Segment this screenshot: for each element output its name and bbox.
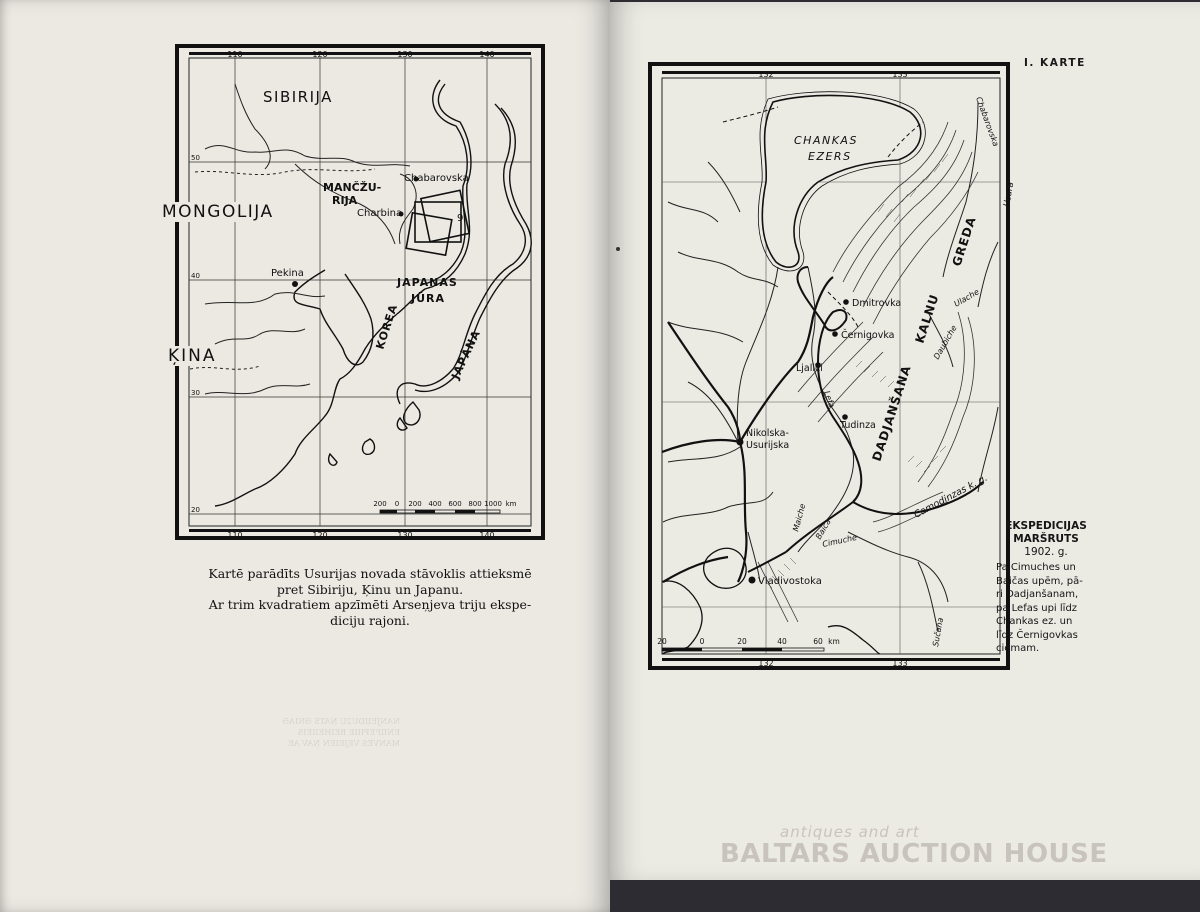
tick-label: 133	[892, 70, 908, 79]
label-cimuche: Cimuche	[821, 532, 858, 549]
lat-label: 20	[191, 506, 200, 514]
label-manczurija: RIJA	[332, 194, 358, 207]
scale-unit: km	[828, 637, 840, 646]
show-through-line: ENIIFEPIIIE BEIHEIIEIS	[297, 728, 400, 737]
label-tudinza: Tudinza	[840, 420, 876, 431]
label-kalnu: KALNU	[912, 292, 942, 345]
tick-label: 130	[397, 50, 413, 59]
scale-label: 800	[468, 500, 482, 508]
label-kina: ĶINA	[168, 346, 217, 366]
label-greda: GREDA	[949, 214, 979, 268]
scale-label: 200	[373, 500, 387, 508]
label-camodinzas: Camodinzas k. g.	[912, 472, 990, 521]
tick-label: 133	[892, 659, 908, 668]
scale-label: 400	[428, 500, 442, 508]
label-korea: KOREA	[373, 302, 401, 351]
label-japanas-jura: JŪRA	[411, 292, 446, 305]
show-through-line: NANJEIIDU2U ŅATS ƏNIAƏ	[282, 717, 400, 726]
legend-line: Chankas ez. un	[996, 616, 1073, 627]
legend-line: Pa Cimuches un	[996, 562, 1076, 573]
scale-label: 20	[657, 637, 667, 646]
tick-label: 110	[227, 50, 243, 59]
svg-text:9: 9	[457, 213, 464, 224]
show-through-text	[140, 716, 400, 749]
tick-label: 140	[479, 531, 495, 540]
legend-line: ri Dadjanšanam,	[996, 589, 1079, 600]
label-cernigovka: Černigovka	[841, 330, 895, 341]
scale-label: 0	[394, 500, 400, 508]
label-nikolska: Usurijska	[746, 440, 790, 451]
tick-label: 130	[397, 531, 413, 540]
scale-label: 200	[408, 500, 422, 508]
route-map	[648, 62, 1017, 670]
legend-title: EKSPEDICIJAS	[1005, 520, 1087, 532]
label-chankas-ezers: CHANKAS	[794, 134, 858, 147]
lat-label: 30	[191, 389, 200, 397]
label-dmitrovka: Dmitrovka	[852, 298, 902, 309]
scale-label: 20	[737, 637, 747, 646]
label-ljalici: Ljaliči	[796, 363, 823, 374]
map-caption	[180, 566, 560, 628]
label-ulache: Ulache	[952, 287, 981, 309]
page-mark	[616, 247, 620, 251]
label-nikolska: Nikolska-	[746, 428, 789, 439]
legend-description	[996, 561, 1096, 656]
caption-line: Ar trim kvadratiem apzīmēti Arseņjeva triju ekspe-	[208, 597, 532, 613]
overview-map	[175, 44, 545, 540]
label-sucana: Sučana	[931, 616, 946, 648]
tick-label: 132	[758, 70, 774, 79]
legend-line: Baičas upēm, pā-	[996, 575, 1083, 587]
tick-label: 140	[479, 50, 495, 59]
caption-line: diciju rajoni.	[330, 612, 410, 628]
caption-line: pret Sibiriju, Ķinu un Japanu.	[276, 581, 464, 597]
label-chabarovska: Chabarovska	[974, 95, 1001, 148]
watermark-name: BALTARS AUCTION HOUSE	[720, 839, 1108, 869]
tick-label: 132	[758, 659, 774, 668]
label-baica: Baiča	[813, 517, 833, 541]
label-sibirija: SIBIRIJA	[263, 88, 333, 106]
scale-label: 600	[448, 500, 462, 508]
legend-title: MARŠRUTS	[1013, 533, 1079, 545]
legend-line: ciemam.	[996, 643, 1040, 654]
label-pekina: Pekina	[271, 268, 304, 279]
watermark	[720, 823, 1120, 869]
show-through-line: MANVES VEJEIEN ŅAV AE	[287, 739, 400, 748]
label-maiche: Maiche	[791, 502, 808, 533]
label-charbina: Charbina	[357, 208, 403, 219]
scale-label: 0	[699, 637, 705, 646]
label-japanas-jura: JAPANAS	[397, 276, 458, 289]
tick-label: 120	[312, 50, 328, 59]
lat-label: 40	[191, 272, 200, 280]
label-chankas-ezers: EZERS	[808, 150, 852, 163]
label-daubiche: Daubiche	[931, 323, 959, 361]
tick-label: 120	[312, 531, 328, 540]
scale-unit: km	[505, 500, 517, 508]
caption-line: Kartē parādīts Usurijas novada stāvoklis attieksmē	[208, 566, 532, 581]
label-lefa: Lefa	[822, 389, 837, 409]
label-usura: Usura	[1002, 181, 1017, 208]
scale-label: 1000	[484, 500, 502, 508]
legend-line: pa Lefas upi līdz	[996, 602, 1078, 614]
label-mongolija: MONGOLIJA	[162, 202, 274, 222]
route-legend	[996, 520, 1096, 656]
label-vladivostoka: Vladivostoka	[758, 576, 822, 587]
page-header: I. KARTE	[1024, 57, 1086, 69]
scale-label: 40	[777, 637, 787, 646]
label-dadjansana: DADJANŠANA	[869, 363, 914, 463]
legend-year: 1902. g.	[1024, 546, 1068, 558]
lat-label: 50	[191, 154, 200, 162]
label-japana: JAPĀNA	[448, 327, 484, 382]
tick-label: 110	[227, 531, 243, 540]
watermark-tagline: antiques and art	[780, 823, 920, 841]
legend-line: līdz Černigovkas	[996, 629, 1078, 641]
label-manczurija: MANČŽU-	[323, 181, 382, 194]
scale-label: 60	[813, 637, 823, 646]
label-chabarovska: Chabarovska	[404, 173, 469, 184]
